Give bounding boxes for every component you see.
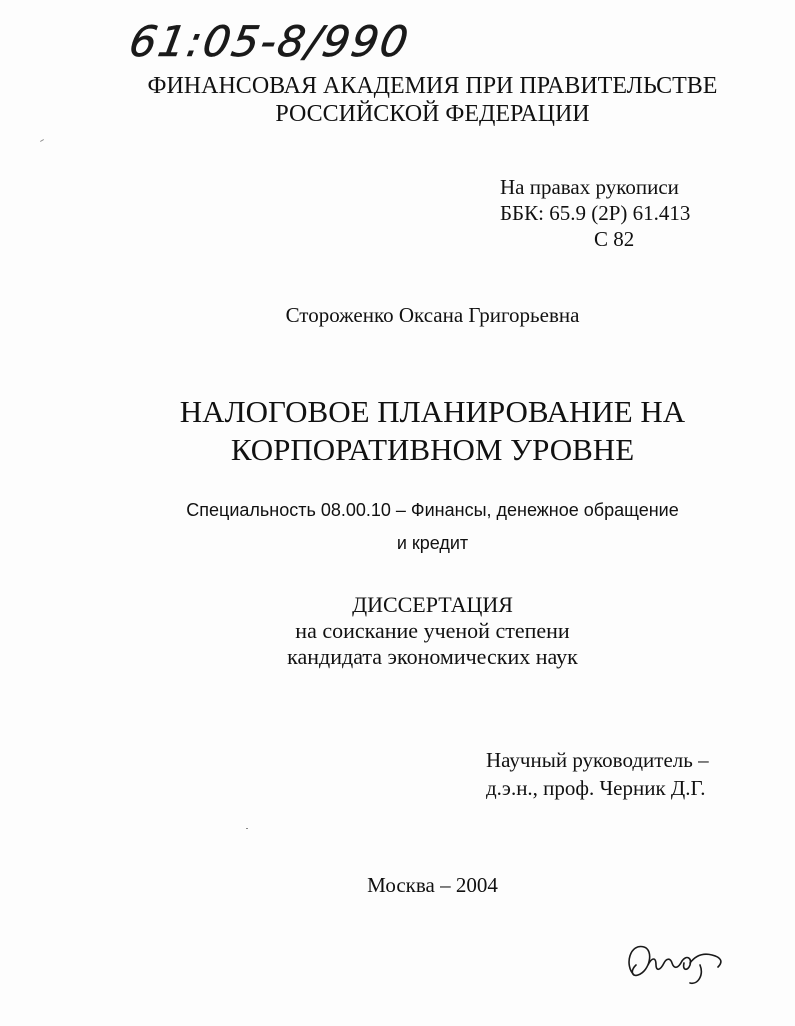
title-line-2: КОРПОРАТИВНОМ УРОВНЕ — [230, 432, 635, 467]
institution-line-1: ФИНАНСОВАЯ АКАДЕМИЯ ПРИ ПРАВИТЕЛЬСТВЕ — [147, 73, 718, 99]
title-line-1: НАЛОГОВОЕ ПЛАНИРОВАНИЕ НА — [179, 394, 686, 429]
rights-bbk: ББК: 65.9 (2Р) 61.413 — [500, 201, 691, 225]
signature-stroke — [629, 947, 721, 984]
scan-speck — [246, 828, 248, 829]
dissertation-degree-line-1: на соискание ученой степени — [295, 618, 570, 643]
scan-speck — [40, 139, 44, 142]
specialty-line-1: Специальность 08.00.10 – Финансы, денежное обращение — [186, 500, 679, 520]
signature — [620, 935, 730, 990]
specialty-line-2: и кредит — [396, 533, 469, 553]
advisor-name: д.э.н., проф. Черник Д.Г. — [486, 776, 706, 800]
signature-drawing — [620, 935, 730, 990]
rights-block — [500, 174, 690, 252]
institution-line-2: РОССИЙСКОЙ ФЕДЕРАЦИИ — [275, 101, 590, 127]
archive-code-text: 61:05-8/990 — [130, 17, 414, 66]
city-year: Москва – 2004 — [367, 873, 498, 897]
author-name: Стороженко Оксана Григорьевна — [285, 303, 580, 327]
advisor-block — [486, 746, 709, 802]
rights-code: С 82 — [594, 227, 635, 251]
rights-manuscript: На правах рукописи — [500, 175, 679, 199]
advisor-label: Научный руководитель – — [486, 748, 709, 772]
dissertation-degree-line-2: кандидата экономических наук — [287, 644, 578, 669]
archive-code-drawing — [130, 8, 430, 70]
dissertation-type: ДИССЕРТАЦИЯ — [352, 592, 513, 617]
archive-code-handwritten — [130, 8, 430, 70]
